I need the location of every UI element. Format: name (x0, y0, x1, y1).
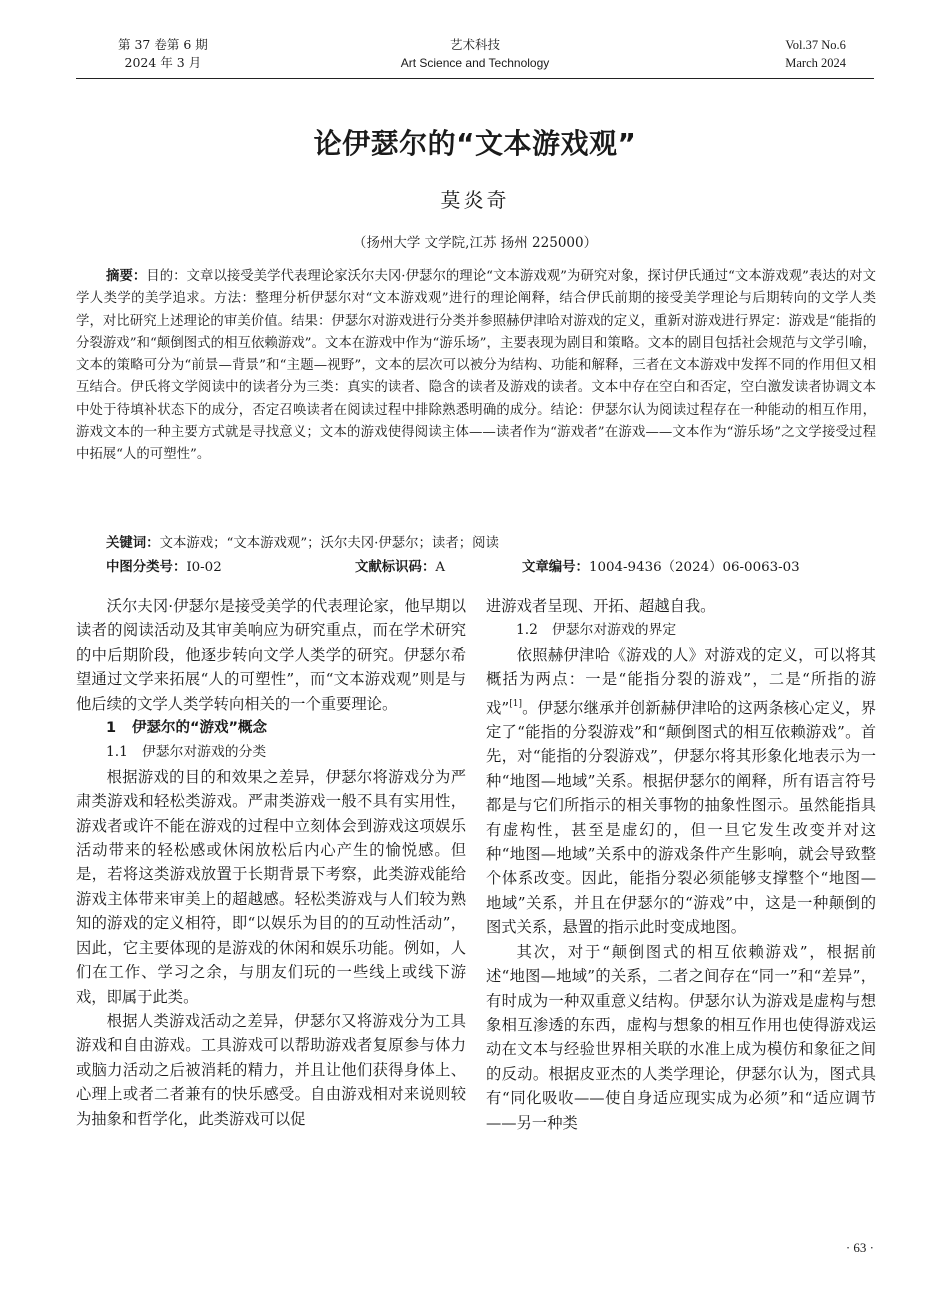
header-journal-name (76, 36, 874, 72)
header-journal-cn: 艺术科技 (449, 37, 500, 52)
doc-label: 文献标识码： (355, 560, 436, 575)
article-number (522, 557, 800, 579)
clc-label: 中图分类号： (106, 560, 187, 575)
body-paragraph: 根据游戏的目的和效果之差异，伊瑟尔将游戏分为严肃类游戏和轻松类游戏。严肃类游戏一般不具有实用性，游戏者或许不能在游戏的过程中立刻体会到游戏这项娱乐活动带来的轻松感或休闲放松后内心产生的愉悦感。但是，若将这类游戏放置于长期背景下考察，此类游戏能给游戏主体带来审美上的超越感。轻松类游戏与人们较为熟知的游戏的定义相符，即“以娱乐为目的的互动性活动”，因此，它主要体现的是游戏的休闲和娱乐功能。例如，人们在工作、学习之余，与朋友们玩的一些线上或线下游戏，即属于此类。 (76, 767, 466, 1006)
author-affiliation: （扬州大学 文学院,江苏 扬州 225000） (352, 235, 598, 251)
paragraph-text: 依照赫伊津哈《游戏的人》对游戏的定义，可以将其概括为两点：一是“能指分裂的游戏”，二是“所指的游戏” (486, 645, 876, 717)
subsection-number: 1.1 (106, 744, 128, 761)
body-column-left (76, 594, 466, 1131)
subsection-number: 1.2 (516, 622, 538, 639)
subsection-title: 伊瑟尔对游戏的分类 (142, 744, 267, 761)
subsection-heading-1-2 (486, 618, 876, 642)
classification-row (106, 557, 876, 579)
running-header (76, 36, 874, 79)
keywords (106, 533, 499, 555)
section-heading-1 (76, 716, 466, 740)
section-number: 1 (106, 720, 117, 737)
header-date-cn: 2024 年 3 月 (124, 55, 202, 70)
keywords-label: 关键词： (106, 536, 160, 551)
body-paragraph: 其次，对于“颠倒图式的相互依赖游戏”，根据前述“地图—地域”的关系，二者之间存在“同一”和“差异”，有时成为一种双重意义结构。伊瑟尔认为游戏是虚构与想象相互渗透的东西，虚构与想象的相互作用也使得游戏运动在文本与经验世界相关联的水准上成为模仿和象征之间的反动。根据皮亚杰的人类学理论，伊瑟尔认为，图式具有“同化吸收——使自身适应现实成为必须”和“适应调节——另一种类 (486, 942, 876, 1132)
subsection-title: 伊瑟尔对游戏的界定 (552, 622, 677, 639)
header-vol-no: Vol.37 No.6 (785, 38, 846, 52)
clc-value: I0-02 (186, 560, 222, 575)
abstract (76, 266, 876, 467)
header-vol-en (785, 36, 846, 72)
document-code (355, 557, 445, 579)
abstract-label: 摘要： (106, 269, 147, 284)
citation-ref[interactable]: [1] (509, 698, 522, 709)
doc-value: A (435, 560, 446, 575)
body-paragraph (486, 643, 876, 940)
paragraph-text: 。伊瑟尔继承并创新赫伊津哈的这两条核心定义，界定了“能指的分裂游戏”和“颠倒图式的相互依赖游戏”。首先，对“能指的分裂游戏”，伊瑟尔将其形象化地表示为一种“地图—地域”关系。根据伊瑟尔的阐释，所有语言符号都是与它们所指示的相关事物的抽象性图示。虽然能指具有虚构性，甚至是虚幻的，但一旦它发生改变并对这种“地图—地域”关系中的游戏条件产生影响，就会导致整个体系改变。因此，能指分裂必须能够支撑整个“地图—地域”关系，并且在伊瑟尔的“游戏”中，这是一种颠倒的图式关系，悬置的指示此时变成地图。 (486, 698, 876, 937)
article-author: 莫炎奇 (440, 188, 510, 212)
intro-paragraph: 沃尔夫冈·伊瑟尔是接受美学的代表理论家，他早期以读者的阅读活动及其审美响应为研究重点，而在学术研究的中后期阶段，他逐步转向文学人类学的研究。伊瑟尔希望通过文学来拓展“人的可塑性”，而“文本游戏观”则是与他后续的文学人类学转向相关的一个重要理论。 (76, 597, 466, 713)
section-title: 伊瑟尔的“游戏”概念 (132, 720, 268, 737)
subsection-heading-1-1 (76, 740, 466, 764)
abstract-text: 目的：文章以接受美学代表理论家沃尔夫冈·伊瑟尔的理论“文本游戏观”为研究对象，探讨伊氏通过“文本游戏观”表达的对文学人类学的美学追求。方法：整理分析伊瑟尔对“文本游戏观”进行的理论阐释，结合伊氏前期的接受美学理论与后期转向的文学人类学，对比研究上述理论的审美价值。结果：伊瑟尔对游戏进行分类并参照赫伊津哈对游戏的定义，重新对游戏进行界定：游戏是“能指的分裂游戏”和“颠倒图式的相互依赖游戏”。文本在游戏中作为“游乐场”，主要表现为剧目和策略。文本的剧目包括社会规范与文学引喻，文本的策略可分为“前景—背景”和“主题—视野”，文本的层次可以被分为结构、功能和解释，三者在文本游戏中发挥不同的作用但又相互结合。伊氏将文学阅读中的读者分为三类：真实的读者、隐含的读者及游戏的读者。文本中存在空白和否定，空白激发读者协调文本中处于待填补状态下的成分，否定召唤读者在阅读过程中排除熟悉明确的成分。结论：伊瑟尔认为阅读过程存在一种能动的相互作用，游戏文本的一种主要方式就是寻找意义；文本的游戏使得阅读主体——读者作为“游戏者”在游戏——文本作为“游乐场”之文学接受过程中拓展“人的可塑性”。 (76, 269, 876, 463)
clc-number (106, 557, 222, 579)
keywords-text: 文本游戏；“文本游戏观”；沃尔夫冈·伊瑟尔；读者；阅读 (159, 536, 499, 551)
header-journal-en: Art Science and Technology (400, 56, 550, 70)
header-volume: 第 37 卷第 6 期 (118, 37, 208, 52)
article-number-value: 1004-9436（2024）06-0063-03 (588, 560, 800, 575)
body-paragraph: 根据人类游戏活动之差异，伊瑟尔又将游戏分为工具游戏和自由游戏。工具游戏可以帮助游戏者复原参与体力或脑力活动之后被消耗的精力，并且让他们获得身体上、心理上或者二者兼有的快乐感受。自由游戏相对来说则较为抽象和哲学化，此类游戏可以促 (76, 1011, 466, 1128)
body-column-right (486, 594, 876, 1135)
header-date-en: March 2024 (785, 56, 846, 70)
continued-paragraph: 进游戏者呈现、开拓、超越自我。 (486, 597, 716, 615)
article-number-label: 文章编号： (522, 560, 589, 575)
article-title: 论伊瑟尔的“文本游戏观” (313, 127, 637, 160)
page-number: · 63 · (845, 1240, 874, 1255)
